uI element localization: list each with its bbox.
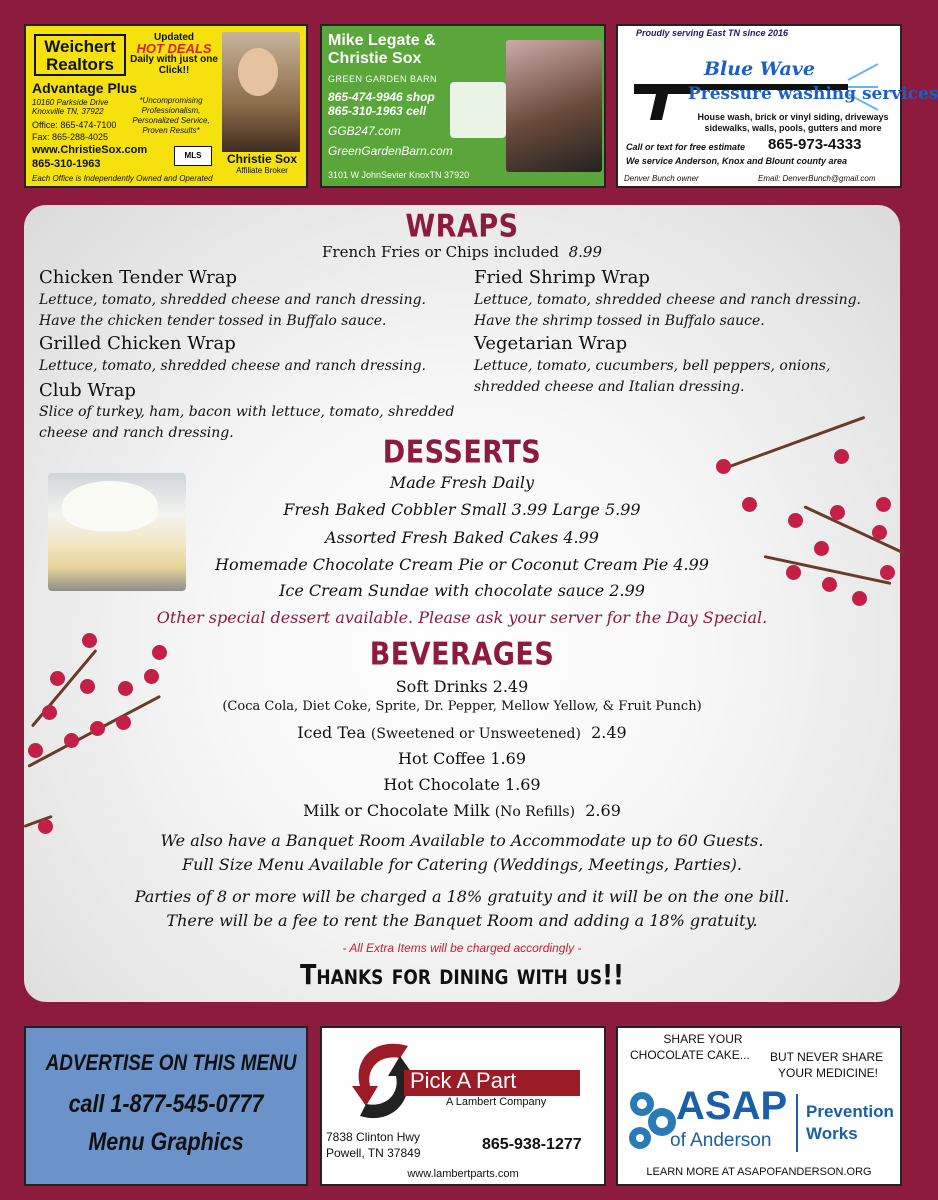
beverage-hot-chocolate: Hot Chocolate 1.69 xyxy=(383,775,541,794)
cell-phone[interactable]: 865-310-1963 cell xyxy=(328,104,427,118)
parent-company: A Lambert Company xyxy=(446,1096,547,1108)
iced-tea-note: (Sweetened or Unsweetened) xyxy=(370,726,581,742)
business-phone[interactable]: 865-973-4333 xyxy=(768,136,862,153)
owner-names: Mike Legate & Christie Sox xyxy=(328,32,436,67)
share-line-1: SHARE YOUR xyxy=(663,1032,743,1046)
weichert-ad[interactable] xyxy=(24,24,308,188)
banquet-line-2: Full Size Menu Available for Catering (Weddings, Meetings, Parties). xyxy=(182,855,742,874)
wraps-title: WRAPS xyxy=(405,208,519,245)
shop-phone[interactable]: 865-474-9946 shop xyxy=(328,90,435,104)
menu-item-name: Vegetarian Wrap xyxy=(474,333,628,354)
dessert-item: Homemade Chocolate Cream Pie or Coconut Cream Pie 4.99 xyxy=(215,555,709,574)
owner-name: Denver Bunch owner xyxy=(624,174,699,183)
agent-phone[interactable]: 865-310-1963 xyxy=(32,158,101,170)
menu-item-name: Fried Shrimp Wrap xyxy=(474,267,650,288)
business-name: Pick A Part xyxy=(410,1068,517,1093)
extra-items-note: - All Extra Items will be charged accordingly - xyxy=(342,941,582,955)
hot-deals-badge: Updated HOT DEALS Daily with just one Click!! xyxy=(130,32,218,76)
beverage-soft-drinks: Soft Drinks 2.49 xyxy=(395,677,529,696)
tagline: *Uncompromising Professionalism, Personalized Service, Proven Results* xyxy=(132,96,210,135)
services-list: House wash, brick or vinyl siding, driveways sidewalks, walls, pools, gutters and more xyxy=(697,112,889,133)
dessert-item: Ice Cream Sundae with chocolate sauce 2.99 xyxy=(279,581,645,600)
beverage-hot-coffee: Hot Coffee 1.69 xyxy=(398,749,526,768)
website-link[interactable]: www.ChristieSox.com xyxy=(32,144,148,156)
of-anderson-text: of Anderson xyxy=(670,1130,772,1151)
logo-divider xyxy=(796,1094,798,1152)
desserts-title: DESSERTS xyxy=(382,434,542,471)
website-2[interactable]: GreenGardenBarn.com xyxy=(328,144,453,158)
beverage-iced-tea xyxy=(24,723,900,742)
menu-panel xyxy=(24,205,900,1002)
dessert-item: Assorted Fresh Baked Cakes 4.99 xyxy=(325,528,599,547)
advertise-company: Menu Graphics xyxy=(88,1128,244,1156)
menu-item-name: Grilled Chicken Wrap xyxy=(39,333,236,354)
address-line-1: 10160 Parkside Drive xyxy=(32,98,109,107)
agent-name: Christie Sox xyxy=(226,152,298,166)
service-area: We service Anderson, Knox and Blount county area xyxy=(626,156,848,166)
website-1[interactable]: GGB247.com xyxy=(328,124,401,138)
desserts-subtitle: Made Fresh Daily xyxy=(389,473,535,492)
address-line-2: Powell, TN 37849 xyxy=(326,1146,421,1160)
agent-name-box xyxy=(222,152,302,178)
owners-photo xyxy=(506,40,602,172)
since-line: Proudly serving East TN since 2016 xyxy=(636,28,789,38)
menu-item-desc: Lettuce, tomato, shredded cheese and ranch dressing. xyxy=(39,358,427,374)
advertise-line-1: ADVERTISE ON THIS MENU xyxy=(45,1050,297,1075)
wraps-subtitle-text: French Fries or Chips included xyxy=(322,243,560,261)
thanks-message: Thanks for dining with us!! xyxy=(300,958,624,992)
brand-subtitle: Pressure washing services xyxy=(688,84,938,104)
company-name: Advantage Plus xyxy=(32,80,138,96)
beverage-milk xyxy=(24,801,900,820)
brand-title: Blue Wave xyxy=(704,58,815,80)
banquet-line-1: We also have a Banquet Room Available to Accommodate up to 60 Guests. xyxy=(160,831,764,850)
website-link[interactable]: www.lambertparts.com xyxy=(407,1168,519,1180)
milk-note: (No Refills) xyxy=(494,804,576,820)
business-name: GREEN GARDEN BARN xyxy=(328,74,438,84)
works-text: Works xyxy=(806,1124,858,1143)
menu-item-desc: Slice of turkey, ham, bacon with lettuce, tomato, shredded cheese and ranch dressing. xyxy=(39,404,455,441)
learn-more-link[interactable]: LEARN MORE AT ASAPOFANDERSON.ORG xyxy=(646,1166,872,1178)
never-line-2: YOUR MEDICINE! xyxy=(778,1066,879,1080)
menu-item-desc: Lettuce, tomato, shredded cheese and ranch dressing. Have the chicken tender tossed in Buffalo sauce. xyxy=(39,292,427,329)
business-phone[interactable]: 865-938-1277 xyxy=(482,1136,582,1153)
independent-notice: Each Office is Independently Owned and Operated xyxy=(32,174,213,183)
estimate-text: Call or text for free estimate xyxy=(626,142,746,152)
menu-item-name: Club Wrap xyxy=(39,380,136,401)
dessert-item: Fresh Baked Cobbler Small 3.99 Large 5.99 xyxy=(283,500,641,519)
weichert-logo: Weichert Realtors xyxy=(34,34,126,76)
email-address[interactable]: Email: DenverBunch@gmail.com xyxy=(758,174,876,183)
address-line-2: Knoxville TN, 37922 xyxy=(32,107,104,116)
milk-price: 2.69 xyxy=(585,801,621,820)
advertise-phone[interactable]: call 1-877-545-0777 xyxy=(68,1090,264,1118)
iced-tea-label: Iced Tea xyxy=(297,723,366,742)
menu-item-desc: Lettuce, tomato, cucumbers, bell peppers, onions, shredded cheese and Italian dressing. xyxy=(474,358,831,395)
blue-wave-ad[interactable] xyxy=(616,24,938,188)
mls-logo: MLS xyxy=(174,146,212,166)
agent-title: Affiliate Broker xyxy=(236,166,288,175)
never-line-1: BUT NEVER SHARE xyxy=(770,1050,884,1064)
advertise-ad[interactable] xyxy=(24,1026,308,1186)
asap-logo-text: ASAP xyxy=(676,1084,788,1128)
agent-face xyxy=(238,48,278,96)
business-address: 3101 W JohnSevier KnoxTN 37920 xyxy=(328,170,470,180)
menu-item-name: Chicken Tender Wrap xyxy=(39,267,237,288)
iced-tea-price: 2.49 xyxy=(591,723,627,742)
address-line-1: 7838 Clinton Hwy xyxy=(326,1130,421,1144)
fax-number: Fax: 865-288-4025 xyxy=(32,132,109,142)
wraps-price: 8.99 xyxy=(568,243,602,261)
share-line-2: CHOCOLATE CAKE... xyxy=(630,1048,750,1062)
prevention-text: Prevention xyxy=(806,1102,894,1121)
pick-a-part-ad[interactable] xyxy=(320,1026,606,1186)
product-image xyxy=(450,82,506,138)
gratuity-line-1: Parties of 8 or more will be charged a 18% gratuity and it will be on the one bill. xyxy=(134,887,790,906)
beverages-title: BEVERAGES xyxy=(369,636,555,673)
green-garden-ad[interactable] xyxy=(320,24,606,188)
gratuity-line-2: There will be a fee to rent the Banquet Room and adding a 18% gratuity. xyxy=(166,911,758,930)
menu-item-desc: Lettuce, tomato, shredded cheese and ranch dressing. Have the shrimp tossed in Buffalo sauce. xyxy=(474,292,862,329)
wraps-subtitle xyxy=(24,243,900,261)
milk-label: Milk or Chocolate Milk xyxy=(303,801,490,820)
office-phone: Office: 865-474-7100 xyxy=(32,120,117,130)
beverage-soft-drinks-list: (Coca Cola, Diet Coke, Sprite, Dr. Pepper, Mellow Yellow, & Fruit Punch) xyxy=(222,699,702,714)
asap-ad[interactable] xyxy=(616,1026,902,1186)
dessert-special: Other special dessert available. Please ask your server for the Day Special. xyxy=(156,608,768,627)
